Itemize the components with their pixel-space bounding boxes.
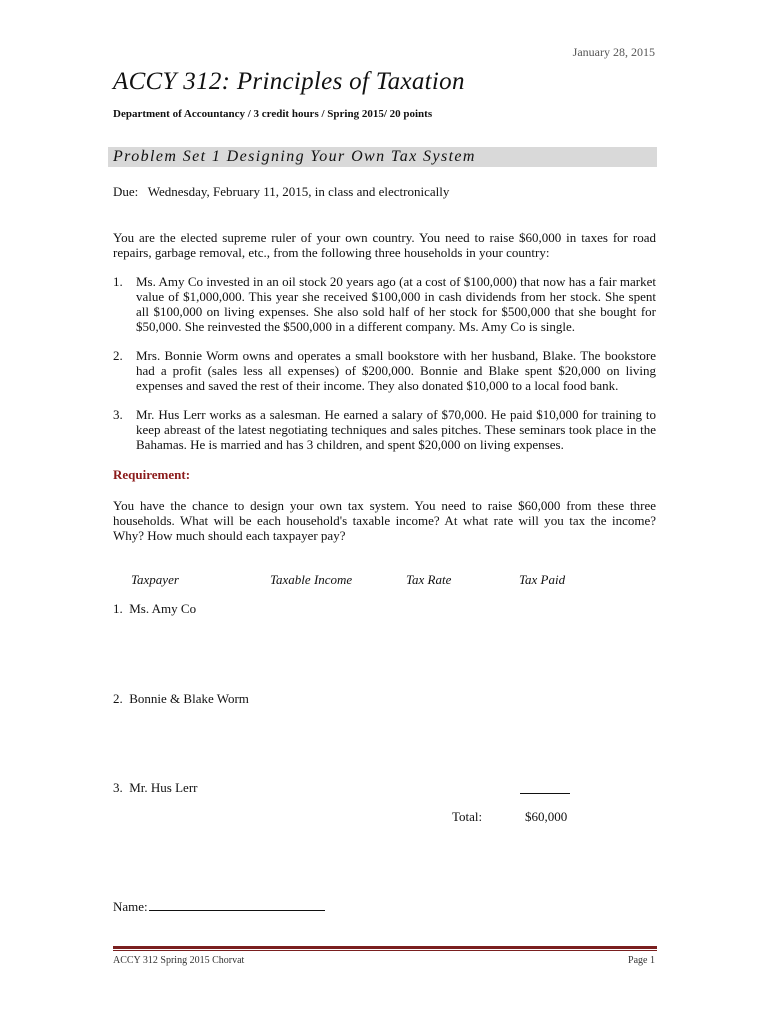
column-header-taxpayer: Taxpayer: [131, 572, 179, 587]
item-text: Mrs. Bonnie Worm owns and operates a small bookstore with her husband, Blake. The bookstore had a profit (sales less all expenses) of $200,000. Bonnie and Blake spent $20,000 on living expenses and saved the rest of their income. They also donated $10,000 to a local food bank.: [136, 348, 656, 393]
footer-page-number: Page 1: [628, 955, 655, 966]
course-title: ACCY 312: Principles of Taxation: [113, 68, 465, 95]
department-line: Department of Accountancy / 3 credit hours / Spring 2015/ 20 points: [113, 108, 433, 120]
item-text: Ms. Amy Co invested in an oil stock 20 years ago (at a cost of $100,000) that now has a fair market value of $1,000,000. This year she received $100,000 in cash dividends from her stock. She spent all $100,000 on living expenses. She also sold half of her stock for $500,000 that she bought for $50,000. She reinvested the $500,000 in a different company. Ms. Amy Co is single.: [136, 274, 656, 334]
column-header-tax-rate: Tax Rate: [406, 572, 452, 587]
taxpayer-row-3: 3. Mr. Hus Lerr: [113, 780, 198, 795]
total-value: $60,000: [525, 809, 568, 824]
due-date-line: Due: Wednesday, February 11, 2015, in class and electronically: [113, 184, 450, 199]
requirement-text: You have the chance to design your own tax system. You need to raise $60,000 from these three households. What will be each household's taxable income? At what rate will you tax the income? Why? How much should each taxpayer pay?: [113, 498, 656, 543]
sum-underline: [520, 783, 570, 794]
item-text: Mr. Hus Lerr works as a salesman. He earned a salary of $70,000. He paid $10,000 for training to keep abreast of the latest negotiating techniques and sales pitches. These seminars took place in the Bahamas. He is married and has 3 children, and spent $20,000 on living expenses.: [136, 407, 656, 452]
household-item-2: [113, 348, 656, 393]
item-number: 2.: [113, 348, 123, 363]
item-number: 3.: [113, 407, 123, 422]
taxpayer-row-1: 1. Ms. Amy Co: [113, 601, 197, 616]
document-date: January 28, 2015: [572, 45, 655, 59]
taxpayer-row-2: 2. Bonnie & Blake Worm: [113, 691, 249, 706]
footer-rule: [113, 946, 657, 949]
column-header-tax-paid: Tax Paid: [519, 572, 566, 587]
household-item-3: [113, 407, 656, 452]
footer-course-label: ACCY 312 Spring 2015 Chorvat: [113, 955, 245, 966]
name-label: Name:: [113, 899, 148, 914]
requirement-label: Requirement:: [113, 467, 191, 482]
total-label: Total:: [452, 809, 483, 824]
household-item-1: [113, 274, 656, 334]
item-number: 1.: [113, 274, 123, 289]
problem-set-title: Problem Set 1 Designing Your Own Tax System: [113, 148, 476, 165]
footer-rule-thin: [113, 950, 657, 951]
column-header-taxable-income: Taxable Income: [270, 572, 353, 587]
intro-paragraph: You are the elected supreme ruler of your own country. You need to raise $60,000 in taxes for road repairs, garbage removal, etc., from the following three households in your country:: [113, 230, 656, 260]
name-blank-line[interactable]: [149, 898, 325, 911]
